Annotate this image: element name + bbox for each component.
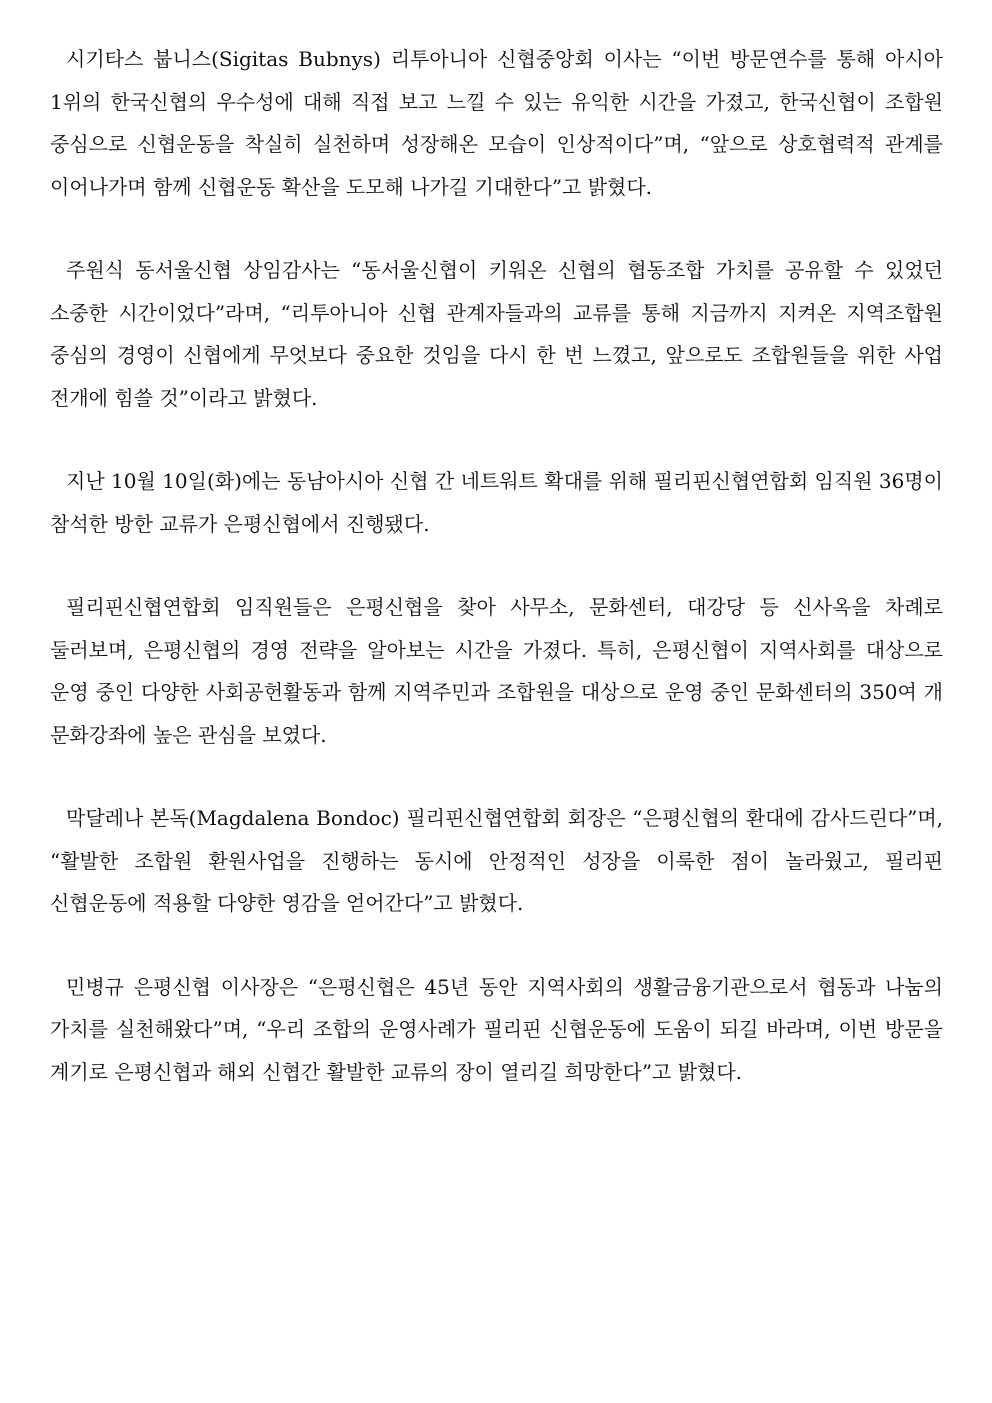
- paragraph-philippines-visit: 지난 10월 10일(화)에는 동남아시아 신협 간 네트워트 확대를 위해 필리핀신협연합회 임직원 36명이 참석한 방한 교류가 은평신협에서 진행됐다.: [50, 469, 943, 536]
- document-body: [50, 38, 943, 1134]
- paragraph-dongseoul-auditor: 주원식 동서울신협 상임감사는 “동서울신협이 키워온 신협의 협동조합 가치를 공유할 수 있었던 소중한 시간이었다”라며, “리투아니아 신협 관계자들과의 교류를 통해 지금까지 지켜온 지역조합원 중심의 경영이 신협에게 무엇보다 중요한 것임을 다시 한 번 느꼈고, 앞으로도 조합원들을 위한 사업 전개에 힘쓸 것”이라고 밝혔다.: [50, 258, 943, 410]
- paragraph-lithuania-director: 시기타스 붑니스(Sigitas Bubnys) 리투아니아 신협중앙회 이사는 “이번 방문연수를 통해 아시아 1위의 한국신협의 우수성에 대해 직접 보고 느낄 수 있는 유익한 시간을 가졌고, 한국신협이 조합원 중심으로 신협운동을 착실히 실천하며 성장해온 모습이 인상적이다”며, “앞으로 상호협력적 관계를 이어나가며 함께 신협운동 확산을 도모해 나가길 기대한다”고 밝혔다.: [50, 47, 943, 199]
- paragraph-eunpyeong-chairman: 민병규 은평신협 이사장은 “은평신협은 45년 동안 지역사회의 생활금융기관으로서 협동과 나눔의 가치를 실천해왔다”며, “우리 조합의 운영사례가 필리핀 신협운동에 도움이 되길 바라며, 이번 방문을 계기로 은평신협과 해외 신협간 활발한 교류의 장이 열리길 희망한다”고 밝혔다.: [50, 974, 943, 1084]
- paragraph-philippines-president: 막달레나 본독(Magdalena Bondoc) 필리핀신협연합회 회장은 “은평신협의 환대에 감사드린다”며, “활발한 조합원 환원사업을 진행하는 동시에 안정적인 성장을 이룩한 점이 놀라웠고, 필리핀 신협운동에 적용할 다양한 영감을 얻어간다”고 밝혔다.: [50, 806, 943, 915]
- paragraph-eunpyeong-tour: 필리핀신협연합회 임직원들은 은평신협을 찾아 사무소, 문화센터, 대강당 등 신사옥을 차례로 둘러보며, 은평신협의 경영 전략을 알아보는 시간을 가졌다. 특히, 은평신협이 지역사회를 대상으로 운영 중인 다양한 사회공헌활동과 함께 지역주민과 조합원을 대상으로 운영 중인 문화센터의 350여 개 문화강좌에 높은 관심을 보였다.: [50, 595, 943, 747]
